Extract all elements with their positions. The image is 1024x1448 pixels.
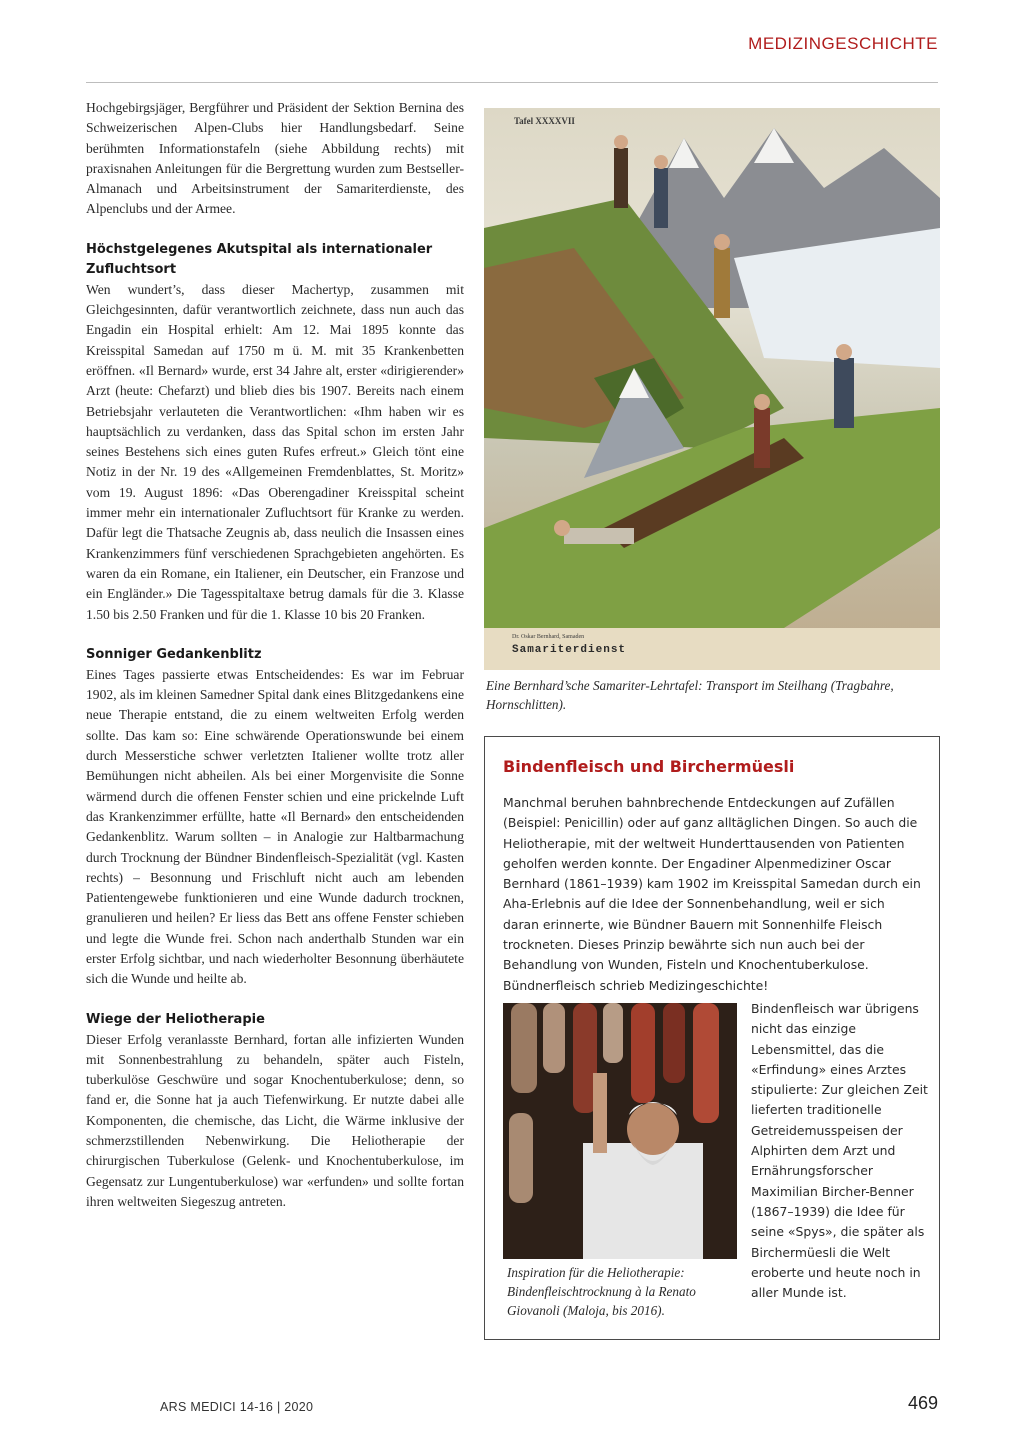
section-heading-heliotherapie: Wiege der Heliotherapie [86,1011,265,1027]
sidebar-box [484,736,940,1340]
box-text: Manchmal beruhen bahnbrechende Entdeckungen auf Zufällen (Beispiel: Penicillin) oder auf ganz alltäglichen Dingen. So auch die Heliotherapie, mit der weltweit Hunderttausenden von Patienten geholfen werden konnte. Der Engadiner Alpenmediziner Oscar Bernhard (1861–1939) kam 1902 im Kreisspital Samedan durch ein Aha-Erlebnis auf die Idee der Sonnenbehandlung, weil er sich daran erinnerte, wie Bündner Bauern mit Sonnenhilfe Fleisch trockneten. Dieses Prinzip bewährte sich nun auch bei der Behandlung von Wunden, Fisteln und Knochentuberkulose. Bündnerfleisch schrieb Medizingeschichte! [503,795,921,993]
section-text-gedankenblitz: Eines Tages passierte etwas Entscheidendes: Es war im Februar 1902, als im kleinen Samedner Spital dank eines Blitzgedankens eine neue Therapie entstand, die zu einem weltweiten Erfolg werden sollte. Das kam so: Eine schwärende Operationswunde bei einem durch Messerstiche schwer verletzten Italiener wollte trotz aller Bemühungen nicht abheilen. Als bei einer Morgenvisite die Sonne wärmend durch die offenen Fenster schien und eine prickelnde Luft das Krankenzimmer erfüllte, hatte «Il Bernard» den entscheidenden Gedankenblitz. Warum sollten – in Analogie zur Haltbarmachung durch Trocknung der Bündner Bindenfleisch-Spezialität (vgl. Kasten rechts) – Besonnung und Frischluft nicht auch am lebenden Patientengewebe funktionieren und eine Wunde dadurch trocknen, granulieren und heilen? Er liess das Bett ans offene Fenster schieben und legte die Wunde frei. Schon nach anderthalb Stunden war ein erster Erfolg sichtbar, und nach wiederholter Besonnung überhäutete sich die Wunde und heilte ab. [86,666,464,987]
box-title: Bindenfleisch und Birchermüesli [503,757,795,776]
section-text-akutspital: Wen wundert’s, dass dieser Machertyp, zusammen mit Gleichgesinnten, dafür verantwortlich zeichnete, dass nun auch das Engadin ein Hospital erhielt: Am 12. Mai 1895 konnte das Kreisspital Samedan auf 1750 m ü. M. mit 35 Krankenbetten eröffnen. «Il Bernard» wurde, erst 34 Jahre alt, erster «dirigierender» Arzt (heute: Chefarzt) und blieb dies bis 1907. Bereits nach einem Betriebsjahr verlauteten die Verantwortlichen: «Ihm haben wir es hauptsächlich zu verdanken, dass das Spital schon im ersten Jahr seines Bestehens sich eines guten Rufes erfreut.» Gleich tönt eine Notiz in der Nr. 19 des «Allgemeinen Fremdenblattes, St. Moritz» vom 19. August 1896: «Das Oberengadiner Kreisspital scheint immer mehr ein internationaler Zufluchtsort für Kranke zu werden. Dafür legt die Thatsache Zeugnis ab, dass neulich die Insassen eines Krankenzimmers fünf verschiedenen Sprachgebieten angehörten. Es waren da ein Romane, ein Italiener, ein Deutscher, ein Franzose und ein Engländer.» Die Tagesspitaltaxe betrug damals für die 3. Klasse 1.50 bis 2.50 Franken und für die 1. Klasse 10 bis 20 Franken. [86,281,464,622]
section-heading-gedankenblitz: Sonniger Gedankenblitz [86,646,262,662]
samariter-plate-illustration [484,108,940,670]
intro-paragraph: Hochgebirgsjäger, Bergführer und Präsident der Sektion Bernina des Schweizerischen Alpen-Clubs hier Handlungsbedarf. Seine berühmten Informationstafeln (siehe Abbildung rechts) mit praxisnahen Anleitungen für die Bergrettung wurden zum Bestseller-Almanach und Arbeitsinstrument der Samariterdienste, des Alpenclubs und der Armee. [86,100,464,217]
plate-caption: Eine Bernhard’sche Samariter-Lehrtafel: Transport im Steilhang (Tragbahre, Hornschlitten). [486,678,894,712]
section-heading-akutspital: Höchstgelegenes Akutspital als internationaler Zufluchtsort [86,241,433,277]
section-header: MEDIZINGESCHICHTE [748,34,938,53]
footer-journal: ARS MEDICI 14-16 | 2020 [160,1400,314,1414]
box-text-continued: Bindenfleisch war übrigens nicht das einzige Lebensmittel, das die «Erfindung» eines Arztes stipulierte: Zur gleichen Zeit lieferten traditionelle Getreidemusspeisen der Alphirten dem Arzt und Ernährungsforscher Maximilian Bircher-Benner (1867–1939) die Idee für seine «Spys», die später als Birchermüesli die Welt eroberte und heute noch in aller Munde ist. [751,1001,928,1301]
plate-label: Tafel XXXXVII [514,116,575,126]
plate-author: Dr. Oskar Bernhard, Samaden [512,634,585,640]
plate-title: Samariterdienst [512,644,627,656]
page-number: 469 [907,1393,938,1413]
header-rule [86,82,938,83]
article-body [86,98,464,1212]
meat-drying-photo [503,1003,737,1259]
photo-caption: Inspiration für die Heliotherapie: Bindenfleischtrocknung à la Renato Giovanoli (Maloja, bis 2016). [507,1265,696,1318]
section-text-heliotherapie: Dieser Erfolg veranlasste Bernhard, fortan alle infizierten Wunden mit Sonnenbestrahlung zu behandeln, später auch Fisteln, tuberkulöse Geschwüre und sogar Knochentuberkulose; denn, so fand er, die Sonne hat ja auch Tiefenwirkung. Er nutzte dabei alle Komponenten, die chemische, das Licht, die Wärme inklusive der schmerzstillenden Nebenwirkung. Die Heliotherapie der chirurgischen Tuberkulose (Gelenk- und Knochentuberkulose, im Gegensatz zur Lungentuberkulose) war «erfunden» und sollte fortan ihren weltweiten Siegeszug antreten. [86,1031,464,1209]
